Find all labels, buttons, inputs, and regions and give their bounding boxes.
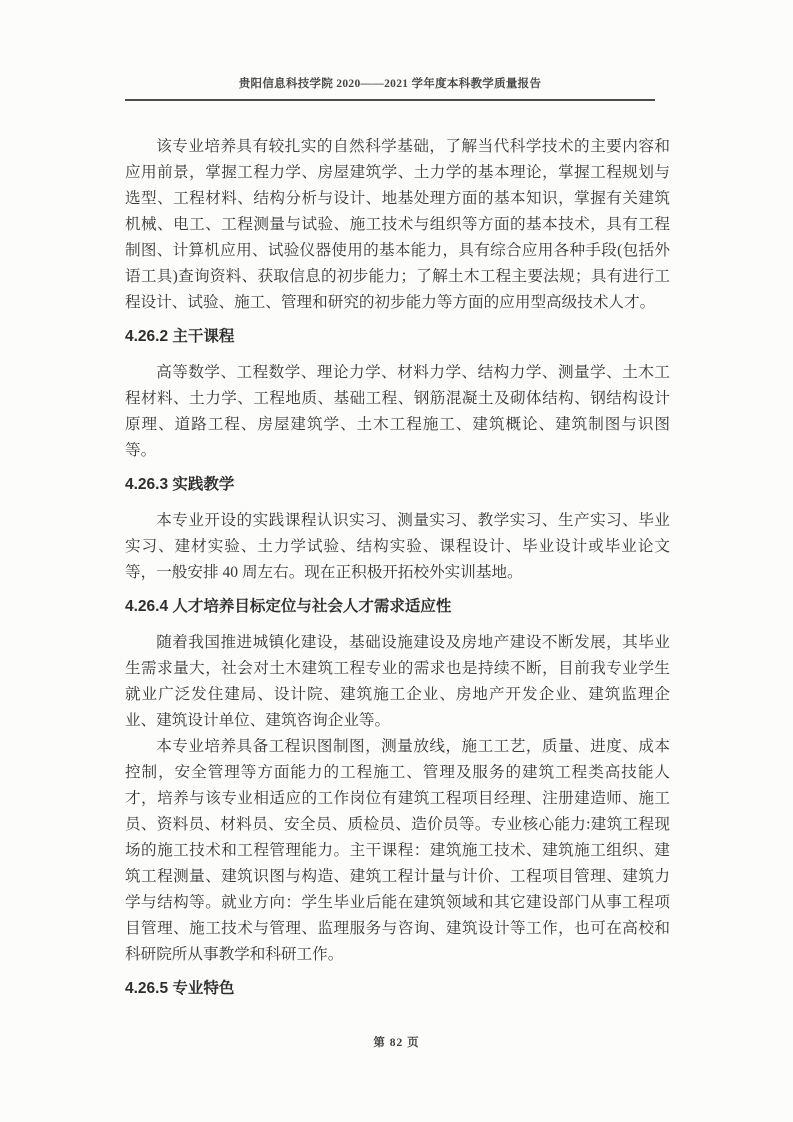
section-heading-4-26-4: 4.26.4 人才培养目标定位与社会人才需求适应性 [125, 598, 452, 615]
section-paragraph: 本专业培养具备工程识图制图，测量放线，施工工艺，质量、进度、成本控制，安全管理等方面能力的工程施工、管理及服务的建筑工程类高技能人才，培养与该专业相适应的工作岗位有建筑工程项目经理、注册建造师、施工员、资料员、材料员、安全员、质检员、造价员等。专业核心能力:建筑工程现场的施工技术和工程管理能力。主干课程：建筑施工技术、建筑施工组织、建筑工程测量、建筑识图与构造、建筑工程计量与计价、工程项目管理、建筑力学与结构等。就业方向：学生毕业后能在建筑领域和其它建设部门从事工程项目管理、施工技术与管理、监理服务与咨询、建筑设计等工作，也可在高校和科研院所从事教学和科研工作。 [125, 738, 670, 963]
intro-paragraph: 该专业培养具有较扎实的自然科学基础，了解当代科学技术的主要内容和应用前景，掌握工程力学、房屋建筑学、土力学的基本理论，掌握工程规划与选型、工程材料、结构分析与设计、地基处理方面的基本知识，掌握有关建筑机械、电工、工程测量与试验、施工技术与组织等方面的基本技术，具有工程制图、计算机应用、试验仪器使用的基本能力，具有综合应用各种手段(包括外语工具)查询资料、获取信息的初步能力；了解土木工程主要法规；具有进行工程设计、试验、施工、管理和研究的初步能力等方面的应用型高级技术人才。 [125, 138, 670, 311]
header-rule [125, 99, 655, 101]
section-practical-teaching [125, 472, 670, 586]
section-heading-4-26-5: 4.26.5 专业特色 [125, 980, 235, 997]
section-paragraph: 本专业开设的实践课程认识实习、测量实习、教学实习、生产实习、毕业实习、建材实验、土力学试验、结构实验、课程设计、毕业设计或毕业论文等，一般安排 40 周左右。现在正积极开拓校外实训基地。 [125, 512, 670, 581]
section-main-courses [125, 324, 670, 464]
section-heading-4-26-3: 4.26.3 实践教学 [125, 476, 235, 493]
section-paragraph: 随着我国推进城镇化建设，基础设施建设及房地产建设不断发展，其毕业生需求量大，社会对土木建筑工程专业的需求也是持续不断，目前我专业学生就业广泛发住建局、设计院、建筑施工企业、房地产开发企业、建筑监理企业、建筑设计单位、建筑咨询企业等。 [125, 634, 670, 729]
section-specialty-features [125, 976, 670, 1002]
section-talent-demand [125, 594, 670, 968]
section-paragraph: 高等数学、工程数学、理论力学、材料力学、结构力学、测量学、土木工程材料、土力学、工程地质、基础工程、钢筋混凝土及砌体结构、钢结构设计原理、道路工程、房屋建筑学、土木工程施工、建筑概论、建筑制图与识图等。 [125, 364, 670, 459]
document-body [125, 134, 670, 1002]
page-header-title: 贵阳信息科技学院 2020——2021 学年度本科教学质量报告 [238, 78, 542, 90]
section-heading-4-26-2: 4.26.2 主干课程 [125, 328, 235, 345]
page-number: 第 82 页 [373, 1037, 420, 1049]
